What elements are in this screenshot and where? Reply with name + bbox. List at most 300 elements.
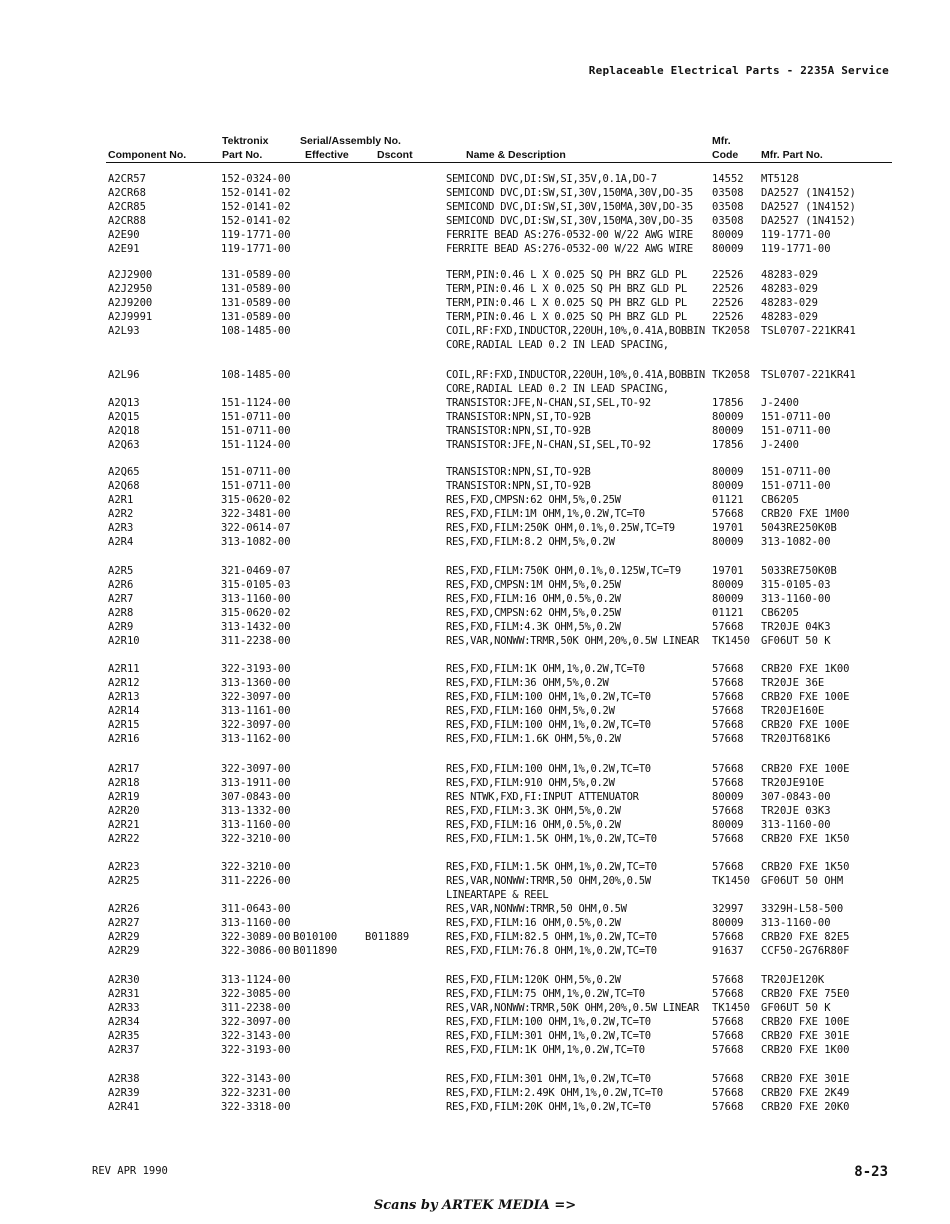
description: RES,FXD,CMPSN:62 OHM,5%,0.25W (446, 494, 621, 506)
mfr-code: 57668 (712, 733, 744, 745)
page-number: 8-23 (854, 1164, 888, 1180)
description: RES,FXD,FILM:910 OHM,5%,0.2W (446, 777, 615, 789)
mfr-code: 19701 (712, 565, 744, 577)
description: RES,FXD,FILM:36 OHM,5%,0.2W (446, 677, 609, 689)
part-no: 322-3210-00 (221, 861, 291, 873)
mfr-code: 57668 (712, 1087, 744, 1099)
table-row (0, 324, 950, 338)
mfr-part-no: 151-0711-00 (761, 425, 831, 437)
part-no: 119-1771-00 (221, 229, 291, 241)
component-no: A2J9991 (108, 311, 153, 323)
mfr-code: 57668 (712, 763, 744, 775)
component-no: A2R34 (108, 1016, 140, 1028)
description: TRANSISTOR:NPN,SI,TO-92B (446, 411, 591, 423)
description: FERRITE BEAD AS:276-0532-00 W/22 AWG WIRE (446, 243, 693, 255)
part-no: 152-0141-02 (221, 201, 291, 213)
mfr-part-no: CRB20 FXE 1K00 (761, 1044, 850, 1056)
scan-credit: Scans by ARTEK MEDIA => (373, 1198, 577, 1213)
part-no: 315-0105-03 (221, 579, 291, 591)
table-row (0, 396, 950, 410)
mfr-code: 80009 (712, 819, 744, 831)
component-no: A2R4 (108, 536, 134, 548)
table-row (0, 1072, 950, 1086)
description: RES,FXD,FILM:1M OHM,1%,0.2W,TC=T0 (446, 508, 645, 520)
description: RES,VAR,NONWW:TRMR,50 OHM,0.5W (446, 903, 627, 915)
mfr-part-no: 307-0843-00 (761, 791, 831, 803)
part-no: 131-0589-00 (221, 297, 291, 309)
table-row (0, 606, 950, 620)
mfr-part-no: CRB20 FXE 20K0 (761, 1101, 850, 1113)
mfr-part-no: 119-1771-00 (761, 229, 831, 241)
part-no: 322-3086-00 (221, 945, 291, 957)
component-no: A2R6 (108, 579, 134, 591)
mfr-part-no: DA2527 (1N4152) (761, 201, 856, 213)
component-no: A2R27 (108, 917, 140, 929)
mfr-part-no: CRB20 FXE 75E0 (761, 988, 850, 1000)
mfr-code: 19701 (712, 522, 744, 534)
mfr-part-no: CCF50-2G76R80F (761, 945, 850, 957)
col-head-name-description: Name & Description (466, 149, 566, 161)
part-no: 151-0711-00 (221, 480, 291, 492)
mfr-code: 91637 (712, 945, 744, 957)
table-row (0, 268, 950, 282)
description: RES,FXD,FILM:16 OHM,0.5%,0.2W (446, 917, 621, 929)
description: CORE,RADIAL LEAD 0.2 IN LEAD SPACING, (446, 339, 669, 351)
component-no: A2R35 (108, 1030, 140, 1042)
description: RES NTWK,FXD,FI:INPUT ATTENUATOR (446, 791, 639, 803)
mfr-part-no: 5033RE750K0B (761, 565, 837, 577)
component-no: A2R13 (108, 691, 140, 703)
table-row (0, 1015, 950, 1029)
component-no: A2R12 (108, 677, 140, 689)
component-no: A2E90 (108, 229, 140, 241)
mfr-code: 57668 (712, 1044, 744, 1056)
part-no: 152-0324-00 (221, 173, 291, 185)
table-row (0, 310, 950, 324)
description: RES,FXD,FILM:1.5K OHM,1%,0.2W,TC=T0 (446, 833, 657, 845)
table-row (0, 465, 950, 479)
table-row (0, 732, 950, 746)
mfr-part-no: CRB20 FXE 100E (761, 691, 850, 703)
component-no: A2J9200 (108, 297, 153, 309)
table-row (0, 634, 950, 648)
component-no: A2Q65 (108, 466, 140, 478)
mfr-code: 57668 (712, 677, 744, 689)
description: RES,FXD,FILM:16 OHM,0.5%,0.2W (446, 819, 621, 831)
mfr-part-no: 48283-029 (761, 269, 818, 281)
table-row (0, 479, 950, 493)
description: FERRITE BEAD AS:276-0532-00 W/22 AWG WIRE (446, 229, 693, 241)
description: RES,VAR,NONWW:TRMR,50K OHM,20%,0.5W LINEAR (446, 1002, 699, 1014)
table-row (0, 1001, 950, 1015)
table-row (0, 1043, 950, 1057)
description: RES,VAR,NONWW:TRMR,50K OHM,20%,0.5W LINEAR (446, 635, 699, 647)
description: RES,FXD,FILM:75 OHM,1%,0.2W,TC=T0 (446, 988, 645, 1000)
component-no: A2CR88 (108, 215, 146, 227)
table-row (0, 368, 950, 382)
mfr-part-no: CRB20 FXE 1K00 (761, 663, 850, 675)
table-row (0, 521, 950, 535)
table-row (0, 790, 950, 804)
col-head-code: Code (712, 149, 739, 161)
component-no: A2R22 (108, 833, 140, 845)
part-no: 322-0614-07 (221, 522, 291, 534)
description: LINEARTAPE & REEL (446, 889, 549, 901)
component-no: A2R29 (108, 945, 140, 957)
mfr-part-no: CB6205 (761, 607, 799, 619)
mfr-code: 57668 (712, 705, 744, 717)
mfr-part-no: 315-0105-03 (761, 579, 831, 591)
part-no: 313-1911-00 (221, 777, 291, 789)
col-head-component-no: Component No. (108, 149, 187, 161)
mfr-part-no: 151-0711-00 (761, 466, 831, 478)
table-row (0, 282, 950, 296)
col-head-effective: Effective (305, 149, 349, 161)
mfr-part-no: TR20JE 03K3 (761, 805, 831, 817)
part-no: 307-0843-00 (221, 791, 291, 803)
table-row (0, 930, 950, 944)
description: RES,FXD,FILM:3.3K OHM,5%,0.2W (446, 805, 621, 817)
description: RES,FXD,CMPSN:1M OHM,5%,0.25W (446, 579, 621, 591)
component-no: A2R10 (108, 635, 140, 647)
part-no: 311-2226-00 (221, 875, 291, 887)
component-no: A2J2950 (108, 283, 153, 295)
component-no: A2Q63 (108, 439, 140, 451)
component-no: A2R5 (108, 565, 134, 577)
mfr-code: 80009 (712, 425, 744, 437)
part-no: 152-0141-02 (221, 187, 291, 199)
mfr-code: 80009 (712, 579, 744, 591)
description: RES,FXD,FILM:250K OHM,0.1%,0.25W,TC=T9 (446, 522, 675, 534)
part-no: 322-3143-00 (221, 1030, 291, 1042)
description: SEMICOND DVC,DI:SW,SI,30V,150MA,30V,DO-35 (446, 187, 693, 199)
mfr-code: 57668 (712, 805, 744, 817)
table-row (0, 804, 950, 818)
description: RES,FXD,FILM:120K OHM,5%,0.2W (446, 974, 621, 986)
mfr-code: 03508 (712, 201, 744, 213)
mfr-code: 57668 (712, 988, 744, 1000)
mfr-code: 57668 (712, 861, 744, 873)
mfr-code: 80009 (712, 229, 744, 241)
running-header: Replaceable Electrical Parts - 2235A Service (588, 64, 889, 77)
part-no: 311-2238-00 (221, 635, 291, 647)
mfr-part-no: TR20JE910E (761, 777, 825, 789)
mfr-code: 80009 (712, 243, 744, 255)
description: RES,FXD,FILM:100 OHM,1%,0.2W,TC=T0 (446, 763, 651, 775)
part-no: 311-2238-00 (221, 1002, 291, 1014)
component-no: A2R31 (108, 988, 140, 1000)
mfr-part-no: 151-0711-00 (761, 411, 831, 423)
part-no: 322-3318-00 (221, 1101, 291, 1113)
serial-effective: B010100 (293, 931, 338, 943)
table-row (0, 874, 950, 888)
description: RES,FXD,FILM:301 OHM,1%,0.2W,TC=T0 (446, 1030, 651, 1042)
table-row (0, 860, 950, 874)
mfr-code: 57668 (712, 777, 744, 789)
part-no: 322-3085-00 (221, 988, 291, 1000)
table-row (0, 987, 950, 1001)
mfr-part-no: CRB20 FXE 100E (761, 1016, 850, 1028)
mfr-part-no: 313-1160-00 (761, 917, 831, 929)
part-no: 322-3097-00 (221, 719, 291, 731)
part-no: 313-1160-00 (221, 917, 291, 929)
mfr-code: 80009 (712, 917, 744, 929)
description: TRANSISTOR:NPN,SI,TO-92B (446, 466, 591, 478)
component-no: A2J2900 (108, 269, 153, 281)
component-no: A2R37 (108, 1044, 140, 1056)
mfr-part-no: 313-1082-00 (761, 536, 831, 548)
table-row (0, 493, 950, 507)
component-no: A2R21 (108, 819, 140, 831)
part-no: 151-1124-00 (221, 397, 291, 409)
mfr-part-no: CRB20 FXE 1K50 (761, 833, 850, 845)
mfr-part-no: 48283-029 (761, 297, 818, 309)
component-no: A2Q68 (108, 480, 140, 492)
mfr-code: 03508 (712, 187, 744, 199)
mfr-code: 80009 (712, 466, 744, 478)
component-no: A2Q18 (108, 425, 140, 437)
description: SEMICOND DVC,DI:SW,SI,30V,150MA,30V,DO-35 (446, 215, 693, 227)
mfr-code: TK1450 (712, 1002, 750, 1014)
table-row (0, 1029, 950, 1043)
mfr-code: 57668 (712, 974, 744, 986)
part-no: 131-0589-00 (221, 311, 291, 323)
col-head-mfr-part-no: Mfr. Part No. (761, 149, 823, 161)
description: RES,FXD,FILM:4.3K OHM,5%,0.2W (446, 621, 621, 633)
part-no: 313-1161-00 (221, 705, 291, 717)
part-no: 322-3481-00 (221, 508, 291, 520)
table-row (0, 535, 950, 549)
table-row (0, 902, 950, 916)
mfr-code: TK1450 (712, 875, 750, 887)
mfr-part-no: MT5128 (761, 173, 799, 185)
component-no: A2R14 (108, 705, 140, 717)
table-row (0, 973, 950, 987)
component-no: A2R15 (108, 719, 140, 731)
mfr-part-no: TR20JE120K (761, 974, 825, 986)
mfr-code: 32997 (712, 903, 744, 915)
table-row (0, 296, 950, 310)
mfr-part-no: 151-0711-00 (761, 480, 831, 492)
component-no: A2R33 (108, 1002, 140, 1014)
description: RES,FXD,FILM:100 OHM,1%,0.2W,TC=T0 (446, 1016, 651, 1028)
mfr-code: 57668 (712, 621, 744, 633)
mfr-code: TK2058 (712, 325, 750, 337)
component-no: A2R41 (108, 1101, 140, 1113)
component-no: A2R20 (108, 805, 140, 817)
mfr-code: 01121 (712, 494, 744, 506)
description: RES,FXD,FILM:100 OHM,1%,0.2W,TC=T0 (446, 691, 651, 703)
mfr-code: 57668 (712, 1101, 744, 1113)
part-no: 108-1485-00 (221, 325, 291, 337)
table-row (0, 662, 950, 676)
part-no: 322-3143-00 (221, 1073, 291, 1085)
part-no: 108-1485-00 (221, 369, 291, 381)
component-no: A2R26 (108, 903, 140, 915)
part-no: 119-1771-00 (221, 243, 291, 255)
part-no: 313-1160-00 (221, 593, 291, 605)
mfr-part-no: CRB20 FXE 100E (761, 719, 850, 731)
table-row (0, 382, 950, 396)
mfr-code: 57668 (712, 931, 744, 943)
table-row (0, 507, 950, 521)
description: TRANSISTOR:NPN,SI,TO-92B (446, 425, 591, 437)
description: RES,FXD,FILM:301 OHM,1%,0.2W,TC=T0 (446, 1073, 651, 1085)
col-head-part-no: Part No. (222, 149, 263, 161)
mfr-part-no: 3329H-L58-500 (761, 903, 844, 915)
mfr-part-no: GF06UT 50 K (761, 1002, 831, 1014)
description: RES,FXD,FILM:20K OHM,1%,0.2W,TC=T0 (446, 1101, 651, 1113)
part-no: 131-0589-00 (221, 269, 291, 281)
table-row (0, 704, 950, 718)
table-row (0, 832, 950, 846)
component-no: A2R30 (108, 974, 140, 986)
component-no: A2Q15 (108, 411, 140, 423)
description: RES,FXD,CMPSN:62 OHM,5%,0.25W (446, 607, 621, 619)
mfr-part-no: CRB20 FXE 100E (761, 763, 850, 775)
part-no: 313-1332-00 (221, 805, 291, 817)
component-no: A2CR57 (108, 173, 146, 185)
mfr-part-no: TSL0707-221KR41 (761, 369, 856, 381)
mfr-part-no: DA2527 (1N4152) (761, 215, 856, 227)
part-no: 322-3089-00 (221, 931, 291, 943)
description: RES,FXD,FILM:160 OHM,5%,0.2W (446, 705, 615, 717)
mfr-part-no: CRB20 FXE 82E5 (761, 931, 850, 943)
part-no: 322-3097-00 (221, 1016, 291, 1028)
table-row (0, 228, 950, 242)
mfr-code: 57668 (712, 1073, 744, 1085)
mfr-code: TK2058 (712, 369, 750, 381)
part-no: 322-3193-00 (221, 1044, 291, 1056)
mfr-code: 22526 (712, 283, 744, 295)
mfr-code: 22526 (712, 311, 744, 323)
col-head-serial: Serial/Assembly No. (300, 135, 401, 147)
mfr-code: 57668 (712, 508, 744, 520)
component-no: A2R1 (108, 494, 134, 506)
mfr-code: 80009 (712, 536, 744, 548)
mfr-code: 14552 (712, 173, 744, 185)
mfr-code: 80009 (712, 480, 744, 492)
table-row (0, 172, 950, 186)
description: RES,FXD,FILM:1K OHM,1%,0.2W,TC=T0 (446, 1044, 645, 1056)
table-row (0, 200, 950, 214)
col-head-mfr: Mfr. (712, 135, 731, 147)
component-no: A2R17 (108, 763, 140, 775)
description: RES,FXD,FILM:100 OHM,1%,0.2W,TC=T0 (446, 719, 651, 731)
component-no: A2R23 (108, 861, 140, 873)
part-no: 322-3231-00 (221, 1087, 291, 1099)
description: RES,FXD,FILM:1.6K OHM,5%,0.2W (446, 733, 621, 745)
revision-date: REV APR 1990 (92, 1165, 168, 1177)
component-no: A2R16 (108, 733, 140, 745)
mfr-part-no: 48283-029 (761, 311, 818, 323)
description: RES,FXD,FILM:8.2 OHM,5%,0.2W (446, 536, 615, 548)
description: RES,FXD,FILM:1.5K OHM,1%,0.2W,TC=T0 (446, 861, 657, 873)
component-no: A2CR68 (108, 187, 146, 199)
mfr-code: 80009 (712, 411, 744, 423)
mfr-part-no: 313-1160-00 (761, 593, 831, 605)
component-no: A2R3 (108, 522, 134, 534)
component-no: A2R9 (108, 621, 134, 633)
col-head-dscont: Dscont (377, 149, 413, 161)
part-no: 322-3097-00 (221, 763, 291, 775)
part-no: 313-1082-00 (221, 536, 291, 548)
table-row (0, 186, 950, 200)
mfr-code: 57668 (712, 691, 744, 703)
mfr-part-no: 48283-029 (761, 283, 818, 295)
mfr-code: 57668 (712, 1016, 744, 1028)
part-no: 313-1360-00 (221, 677, 291, 689)
description: TRANSISTOR:JFE,N-CHAN,SI,SEL,TO-92 (446, 439, 651, 451)
description: CORE,RADIAL LEAD 0.2 IN LEAD SPACING, (446, 383, 669, 395)
table-row (0, 676, 950, 690)
part-no: 313-1432-00 (221, 621, 291, 633)
component-no: A2R39 (108, 1087, 140, 1099)
part-no: 322-3193-00 (221, 663, 291, 675)
component-no: A2R2 (108, 508, 134, 520)
mfr-code: TK1450 (712, 635, 750, 647)
table-row (0, 690, 950, 704)
description: TERM,PIN:0.46 L X 0.025 SQ PH BRZ GLD PL (446, 311, 687, 323)
description: TERM,PIN:0.46 L X 0.025 SQ PH BRZ GLD PL (446, 269, 687, 281)
component-no: A2Q13 (108, 397, 140, 409)
table-row (0, 944, 950, 958)
mfr-part-no: CRB20 FXE 2K49 (761, 1087, 850, 1099)
mfr-code: 17856 (712, 439, 744, 451)
mfr-part-no: CRB20 FXE 1K50 (761, 861, 850, 873)
part-no: 131-0589-00 (221, 283, 291, 295)
serial-dscont: B011889 (365, 931, 410, 943)
part-no: 313-1124-00 (221, 974, 291, 986)
component-no: A2R25 (108, 875, 140, 887)
part-no: 315-0620-02 (221, 494, 291, 506)
table-row (0, 592, 950, 606)
table-row (0, 438, 950, 452)
part-no: 151-1124-00 (221, 439, 291, 451)
table-row (0, 338, 950, 352)
part-no: 322-3210-00 (221, 833, 291, 845)
description: COIL,RF:FXD,INDUCTOR,220UH,10%,0.41A,BOBBIN (446, 369, 705, 381)
serial-effective: B011890 (293, 945, 338, 957)
mfr-part-no: CRB20 FXE 301E (761, 1073, 850, 1085)
mfr-part-no: CB6205 (761, 494, 799, 506)
description: RES,FXD,FILM:750K OHM,0.1%,0.125W,TC=T9 (446, 565, 681, 577)
part-no: 313-1160-00 (221, 819, 291, 831)
description: TERM,PIN:0.46 L X 0.025 SQ PH BRZ GLD PL (446, 283, 687, 295)
mfr-code: 80009 (712, 791, 744, 803)
mfr-code: 57668 (712, 833, 744, 845)
component-no: A2R18 (108, 777, 140, 789)
mfr-part-no: J-2400 (761, 397, 799, 409)
mfr-part-no: J-2400 (761, 439, 799, 451)
mfr-code: 01121 (712, 607, 744, 619)
mfr-part-no: 5043RE250K0B (761, 522, 837, 534)
part-no: 313-1162-00 (221, 733, 291, 745)
mfr-code: 22526 (712, 297, 744, 309)
part-no: 315-0620-02 (221, 607, 291, 619)
table-row (0, 578, 950, 592)
mfr-part-no: GF06UT 50 K (761, 635, 831, 647)
table-row (0, 888, 950, 902)
table-row (0, 718, 950, 732)
table-row (0, 1100, 950, 1114)
header-rule (106, 162, 892, 163)
mfr-part-no: TSL0707-221KR41 (761, 325, 856, 337)
part-no: 311-0643-00 (221, 903, 291, 915)
part-no: 322-3097-00 (221, 691, 291, 703)
component-no: A2L93 (108, 325, 140, 337)
mfr-part-no: 313-1160-00 (761, 819, 831, 831)
